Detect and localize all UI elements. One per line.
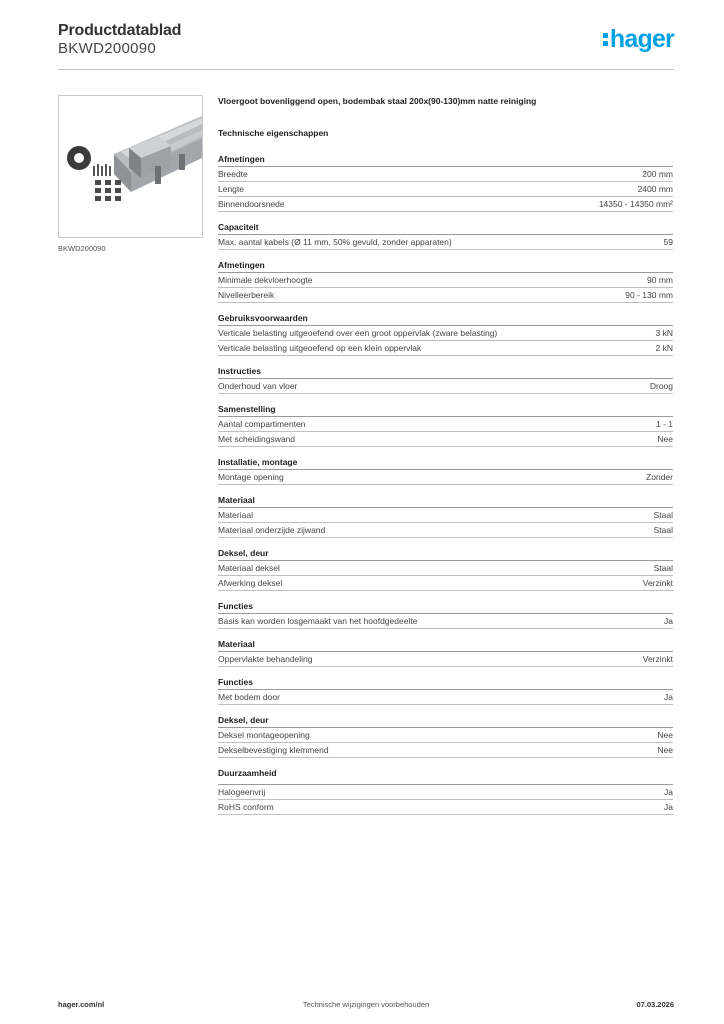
spec-row xyxy=(218,432,673,447)
spec-row xyxy=(218,561,673,576)
footer-disclaimer: Technische wijzigingen voorbehouden xyxy=(302,1000,430,1009)
spec-row xyxy=(218,800,673,815)
spec-label: Verticale belasting uitgeoefend over een groot oppervlak (zware belasting) xyxy=(218,328,498,338)
spec-row xyxy=(218,417,673,432)
spec-section-title: Duurzaamheid xyxy=(218,768,673,785)
spec-value: Ja xyxy=(664,692,673,702)
spec-value: Ja xyxy=(664,802,673,812)
spec-row xyxy=(218,523,673,538)
spec-label: Afwerking deksel xyxy=(218,578,283,588)
spec-section xyxy=(218,313,673,356)
spec-value: Droog xyxy=(649,381,673,391)
spec-row xyxy=(218,273,673,288)
spec-section-title: Materiaal xyxy=(218,639,673,652)
spec-value: 90 - 130 mm xyxy=(625,290,673,300)
spec-label: Dekselbevestiging klemmend xyxy=(218,745,329,755)
spec-section xyxy=(218,260,673,303)
logo-dots-icon xyxy=(603,33,608,46)
spec-section-title: Materiaal xyxy=(218,495,673,508)
image-caption: BKWD200090 xyxy=(58,244,106,253)
spec-section-title: Afmetingen xyxy=(218,260,673,273)
spec-value: Ja xyxy=(664,616,673,626)
spec-value: Staal xyxy=(653,510,673,520)
spec-section xyxy=(218,495,673,538)
spec-row xyxy=(218,743,673,758)
spec-label: Nivelleerbereik xyxy=(218,290,275,300)
spec-label: Montage opening xyxy=(218,472,284,482)
spec-label: Lengte xyxy=(218,184,244,194)
spec-section xyxy=(218,222,673,250)
spec-label: Halogeenvrij xyxy=(218,787,266,797)
spec-section-title: Afmetingen xyxy=(218,154,673,167)
spec-section-title: Functies xyxy=(218,601,673,614)
spec-row xyxy=(218,508,673,523)
spec-row xyxy=(218,182,673,197)
product-image xyxy=(58,95,203,238)
spec-value: Ja xyxy=(664,787,673,797)
spec-section xyxy=(218,715,673,758)
footer-date: 07.03.2026 xyxy=(636,1000,674,1009)
spec-label: Breedte xyxy=(218,169,248,179)
spec-row xyxy=(218,326,673,341)
spec-section-title: Functies xyxy=(218,677,673,690)
spec-value: 3 kN xyxy=(655,328,673,338)
spec-value: Staal xyxy=(653,563,673,573)
spec-value: 1 - 1 xyxy=(655,419,673,429)
spec-value: Nee xyxy=(657,730,673,740)
document-title: Productdatablad xyxy=(58,22,182,39)
logo-text: hager xyxy=(609,24,674,53)
spec-value: Zonder xyxy=(646,472,673,482)
document-header xyxy=(58,22,674,70)
spec-label: Deksel montageopening xyxy=(218,730,310,740)
spec-section-title: Deksel, deur xyxy=(218,715,673,728)
spec-section-title: Capaciteit xyxy=(218,222,673,235)
spec-value: 59 xyxy=(663,237,673,247)
spec-label: Materiaal xyxy=(218,510,253,520)
spec-value: Nee xyxy=(657,745,673,755)
spec-section-title: Samenstelling xyxy=(218,404,673,417)
spec-label: Oppervlakte behandeling xyxy=(218,654,313,664)
spec-section xyxy=(218,677,673,705)
spec-value: Staal xyxy=(653,525,673,535)
spec-label: Materiaal onderzijde zijwand xyxy=(218,525,326,535)
spec-label: Verticale belasting uitgeoefend op een klein oppervlak xyxy=(218,343,422,353)
spec-value: Nee xyxy=(657,434,673,444)
spec-row xyxy=(218,288,673,303)
floor-duct-illustration xyxy=(59,96,202,237)
spec-label: Aantal compartimenten xyxy=(218,419,306,429)
spec-row xyxy=(218,341,673,356)
specification-sections xyxy=(218,154,673,815)
spec-row xyxy=(218,652,673,667)
spec-section xyxy=(218,768,673,815)
spec-section xyxy=(218,457,673,485)
product-description: Vloergoot bovenliggend open, bodembak staal 200x(90-130)mm natte reiniging xyxy=(218,96,537,106)
footer-website[interactable]: hager.com/nl xyxy=(58,1000,105,1009)
spec-label: Onderhoud van vloer xyxy=(218,381,298,391)
spec-section-title: Instructies xyxy=(218,366,673,379)
spec-section xyxy=(218,639,673,667)
spec-label: Basis kan worden losgemaakt van het hoofdgedeelte xyxy=(218,616,418,626)
spec-row xyxy=(218,614,673,629)
spec-value: 2 kN xyxy=(655,343,673,353)
product-code: BKWD200090 xyxy=(58,40,157,57)
spec-label: Max. aantal kabels (Ø 11 mm, 50% gevuld, zonder apparaten) xyxy=(218,237,452,247)
spec-row xyxy=(218,470,673,485)
spec-label: Materiaal deksel xyxy=(218,563,280,573)
spec-value: Verzinkt xyxy=(642,578,673,588)
spec-section-title: Installatie, montage xyxy=(218,457,673,470)
hager-logo xyxy=(603,26,674,52)
spec-row xyxy=(218,235,673,250)
technical-properties-title: Technische eigenschappen xyxy=(218,128,329,138)
spec-value: 14350 - 14350 mm² xyxy=(598,199,673,209)
spec-row xyxy=(218,197,673,212)
spec-label: Met bodem door xyxy=(218,692,280,702)
spec-section xyxy=(218,154,673,212)
spec-label: Binnendoorsnede xyxy=(218,199,285,209)
spec-row xyxy=(218,379,673,394)
spec-section xyxy=(218,601,673,629)
spec-row xyxy=(218,167,673,182)
product-details xyxy=(218,96,673,825)
spec-value: Verzinkt xyxy=(642,654,673,664)
spec-value: 2400 mm xyxy=(637,184,673,194)
spec-section xyxy=(218,548,673,591)
spec-value: 90 mm xyxy=(647,275,673,285)
spec-row xyxy=(218,785,673,800)
spec-row xyxy=(218,728,673,743)
spec-section-title: Gebruiksvoorwaarden xyxy=(218,313,673,326)
spec-section xyxy=(218,404,673,447)
spec-value: 200 mm xyxy=(642,169,673,179)
spec-label: RoHS conform xyxy=(218,802,274,812)
spec-label: Minimale dekvloerhoogte xyxy=(218,275,313,285)
spec-row xyxy=(218,690,673,705)
spec-label: Met scheidingswand xyxy=(218,434,296,444)
spec-section xyxy=(218,366,673,394)
spec-row xyxy=(218,576,673,591)
spec-section-title: Deksel, deur xyxy=(218,548,673,561)
